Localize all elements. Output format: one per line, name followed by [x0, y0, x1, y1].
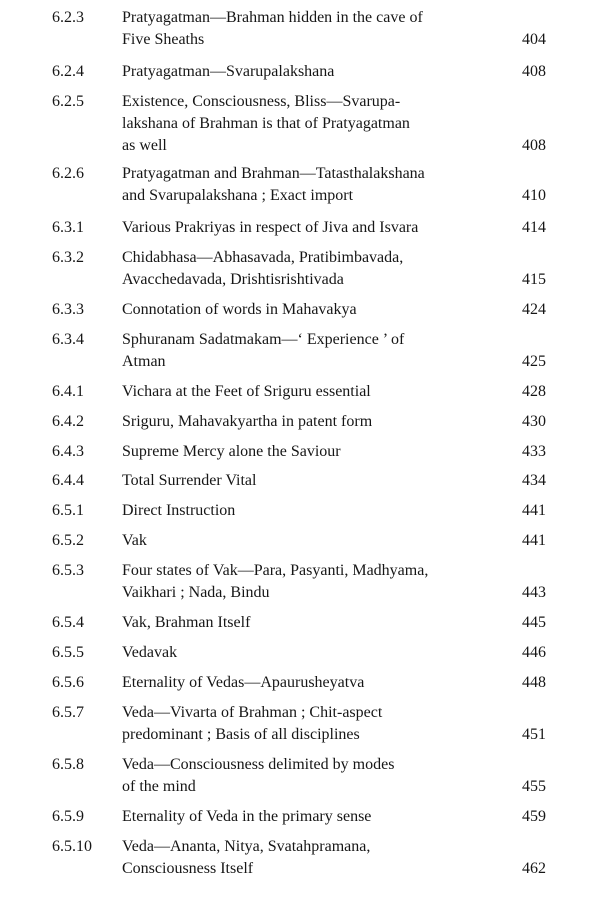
section-title-line: Pratyagatman—Brahman hidden in the cave of [122, 9, 423, 26]
section-number: 6.5.9 [52, 808, 84, 825]
page-number: 462 [522, 860, 546, 877]
section-number: 6.3.4 [52, 331, 84, 348]
section-number: 6.5.6 [52, 674, 84, 691]
page-number: 459 [522, 808, 546, 825]
section-title-line: Pratyagatman—Svarupalakshana [122, 63, 335, 80]
section-title-line: Four states of Vak—Para, Pasyanti, Madhyama, [122, 562, 429, 579]
section-title-line: Supreme Mercy alone the Saviour [122, 443, 341, 460]
page-number: 434 [522, 472, 546, 489]
section-title [122, 836, 514, 880]
page-number: 428 [522, 383, 546, 400]
section-number: 6.5.1 [52, 502, 84, 519]
section-title-line: Veda—Consciousness delimited by modes [122, 756, 395, 773]
section-title [122, 163, 514, 207]
section-title-line: Avacchedavada, Drishtisrishtivada [122, 271, 344, 288]
section-title-line: Direct Instruction [122, 502, 236, 519]
section-title [122, 560, 514, 604]
page-number: 441 [522, 502, 546, 519]
section-title-line: Vaikhari ; Nada, Bindu [122, 584, 270, 601]
section-number: 6.5.3 [52, 562, 84, 579]
section-title-line: Pratyagatman and Brahman—Tatasthalakshana [122, 165, 425, 182]
page-number: 410 [522, 187, 546, 204]
section-title-line: Consciousness Itself [122, 860, 254, 877]
section-title [122, 754, 514, 798]
section-title-line: Sphuranam Sadatmakam—‘ Experience ’ of [122, 331, 405, 348]
page-number: 443 [522, 584, 546, 601]
page-number: 446 [522, 644, 546, 661]
section-title [122, 381, 514, 403]
page-number: 451 [522, 726, 546, 743]
section-title-line: Veda—Ananta, Nitya, Svatahpramana, [122, 838, 371, 855]
section-title-line: Connotation of words in Mahavakya [122, 301, 357, 318]
section-title-line: Total Surrender Vital [122, 472, 257, 489]
section-title [122, 500, 514, 522]
section-number: 6.5.8 [52, 756, 84, 773]
section-title-line: of the mind [122, 778, 196, 795]
section-title [122, 441, 514, 463]
section-number: 6.2.3 [52, 9, 84, 26]
section-title [122, 61, 514, 83]
page-number: 433 [522, 443, 546, 460]
section-title-line: lakshana of Brahman is that of Pratyagatman [122, 115, 410, 132]
page-number: 404 [522, 31, 546, 48]
page-number: 441 [522, 532, 546, 549]
section-title [122, 247, 514, 291]
section-title-line: Five Sheaths [122, 31, 205, 48]
page-number: 455 [522, 778, 546, 795]
section-title [122, 411, 514, 433]
page-number: 448 [522, 674, 546, 691]
section-title-line: Atman [122, 353, 166, 370]
section-number: 6.4.3 [52, 443, 84, 460]
section-title [122, 642, 514, 664]
section-number: 6.4.4 [52, 472, 84, 489]
section-number: 6.3.2 [52, 249, 84, 266]
section-number: 6.4.1 [52, 383, 84, 400]
section-title-line: Vak [122, 532, 147, 549]
page-number: 425 [522, 353, 546, 370]
section-title-line: Various Prakriyas in respect of Jiva and Isvara [122, 219, 419, 236]
section-title [122, 217, 514, 239]
section-title [122, 612, 514, 634]
section-title-line: Eternality of Vedas—Apaurusheyatva [122, 674, 365, 691]
section-title-line: Existence, Consciousness, Bliss—Svarupa- [122, 93, 401, 110]
section-number: 6.2.5 [52, 93, 84, 110]
page-number: 414 [522, 219, 546, 236]
section-title [122, 672, 514, 694]
section-number: 6.5.5 [52, 644, 84, 661]
section-title-line: Sriguru, Mahavakyartha in patent form [122, 413, 373, 430]
page-number: 415 [522, 271, 546, 288]
section-number: 6.5.4 [52, 614, 84, 631]
page-number: 408 [522, 63, 546, 80]
section-title-line: Vak, Brahman Itself [122, 614, 251, 631]
section-number: 6.5.7 [52, 704, 84, 721]
section-title [122, 7, 514, 51]
section-title-line: Chidabhasa—Abhasavada, Pratibimbavada, [122, 249, 404, 266]
section-title-line: Eternality of Veda in the primary sense [122, 808, 372, 825]
page-number: 445 [522, 614, 546, 631]
section-title-line: predominant ; Basis of all disciplines [122, 726, 360, 743]
section-title [122, 702, 514, 746]
section-number: 6.2.6 [52, 165, 84, 182]
section-title-line: and Svarupalakshana ; Exact import [122, 187, 354, 204]
section-number: 6.5.2 [52, 532, 84, 549]
section-title [122, 329, 514, 373]
section-title [122, 299, 514, 321]
section-number: 6.2.4 [52, 63, 84, 80]
section-title-line: Veda—Vivarta of Brahman ; Chit-aspect [122, 704, 383, 721]
section-title [122, 806, 514, 828]
section-number: 6.3.3 [52, 301, 84, 318]
section-number: 6.3.1 [52, 219, 84, 236]
page-number: 430 [522, 413, 546, 430]
section-title-line: Vichara at the Feet of Sriguru essential [122, 383, 371, 400]
section-number: 6.5.10 [52, 838, 92, 855]
page-number: 408 [522, 137, 546, 154]
section-title [122, 91, 514, 157]
page-number: 424 [522, 301, 546, 318]
section-number: 6.4.2 [52, 413, 84, 430]
section-title-line: as well [122, 137, 167, 154]
section-title-line: Vedavak [122, 644, 178, 661]
section-title [122, 530, 514, 552]
section-title [122, 470, 514, 492]
